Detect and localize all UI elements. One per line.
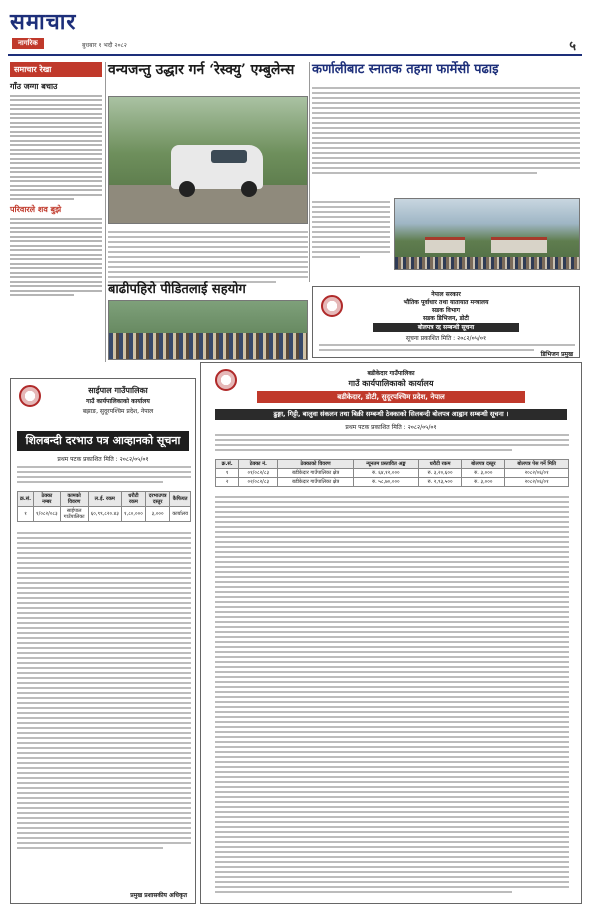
ambulance-photo (108, 96, 308, 224)
notice-body (319, 341, 575, 354)
table-cell: २०८२/०६/०१ (505, 469, 569, 478)
table-cell: रु. ३,००० (462, 469, 505, 478)
notice-signoff: प्रमुख प्रशासकीय अधिकृत (130, 892, 187, 899)
article-headline: वन्यजन्तु उद्धार गर्न ‘रेस्क्यु’ एम्बुलेन्स (108, 62, 295, 78)
table-cell: रु. ३,२०,६०० (418, 469, 462, 478)
college-photo (394, 198, 580, 270)
table-header: न्यूनतम प्रस्तावित अङ्क (354, 460, 419, 469)
table-cell: ६०,९९,८२०.४३ (88, 507, 121, 522)
masthead (0, 0, 590, 58)
brief-title: गाँउ जग्गा बचाउ (10, 82, 58, 91)
table-cell: ०२/०८२/८३ (239, 478, 278, 487)
newspaper-logo: समाचार (10, 9, 77, 35)
notice-title: शिलबन्दी दरभाउ पत्र आव्हानको सूचना (17, 431, 189, 451)
table-header: कैफियत (170, 492, 191, 507)
table-cell: ०१/०८२/८३ (239, 469, 278, 478)
issue-date: बुधबार १ भदौ २०८२ (82, 42, 127, 49)
table-header: धरौटी रकम (121, 492, 145, 507)
relief-photo (108, 300, 308, 360)
article-body (108, 228, 308, 286)
table-header: क्र.सं. (18, 492, 34, 507)
notice-org-title: गाउँ कार्यपालिकाको कार्यालय (348, 379, 434, 388)
table-header: ठेक्काको विवरण (278, 460, 354, 469)
road-division-notice (312, 286, 580, 358)
notice-org: गाउँ कार्यपालिकाको कार्यालय (86, 398, 150, 405)
table-cell: २०८२/०६/०१ (505, 478, 569, 487)
table-cell: रु. ३,००० (462, 478, 505, 487)
notice-title: बोलपत्र रद्द सम्बन्धी सूचना (373, 323, 519, 332)
notice-date: सूचना प्रकाशित मिति : २०८२/०५/०१ (405, 335, 487, 342)
government-emblem-icon (321, 295, 343, 317)
table-header-row (18, 492, 191, 507)
column-header: समाचार रेखा (10, 62, 102, 77)
notice-org: बडीकेदार गाउँपालिका (367, 370, 415, 377)
notice-org: नेपाल सरकार (431, 291, 461, 298)
tender-notice (200, 362, 582, 904)
tender-table (215, 459, 569, 487)
table-row (216, 478, 569, 487)
notice-address: बडीकेदार, डोटी, सुदूरपश्चिम प्रदेश, नेपाल (257, 391, 525, 403)
table-cell: साईपाल गाउँपालिका (60, 507, 88, 522)
table-row (216, 469, 569, 478)
table-cell: १,८०,००० (121, 507, 145, 522)
brief-body (10, 95, 102, 201)
page-number: ५ (569, 39, 576, 54)
table-header: बोलपत्र दस्तुर (462, 460, 505, 469)
column-divider (105, 62, 106, 362)
table-header: धरौटी रकम (418, 460, 462, 469)
government-emblem-icon (215, 369, 237, 391)
notice-body (17, 463, 191, 486)
table-header: ठेक्का नं. (239, 460, 278, 469)
table-cell: ३,००० (145, 507, 169, 522)
quotation-table (17, 491, 191, 522)
table-header: ल.ई. रकम (88, 492, 121, 507)
table-cell: १/०८२/०८३ (34, 507, 61, 522)
table-cell: रु. ६४,१२,००० (354, 469, 419, 478)
table-row (18, 507, 191, 522)
article-headline: बाढीपहिरो पीडितलाई सहयोग (108, 282, 246, 297)
notice-org: सडक विभाग (431, 307, 460, 314)
table-cell: रु. २,९३,५०० (418, 478, 462, 487)
table-header: दरभाउपत्र दस्तुर (145, 492, 169, 507)
article-body (312, 198, 390, 261)
notice-terms (215, 493, 569, 896)
notice-org: सडक डिभिजन, डोटी (423, 315, 469, 322)
table-header: ठेक्का नम्बर (34, 492, 61, 507)
article-body (312, 84, 580, 177)
notice-signoff: डिभिजन प्रमुख (540, 351, 573, 358)
notice-date: प्रथम पटक प्रकाशित मिति : २०८२/०५/०१ (57, 456, 149, 463)
notice-terms (17, 529, 191, 852)
table-cell: बडीकेदार गाउँपालिका क्षेत्र (278, 469, 354, 478)
masthead-rule (8, 54, 582, 56)
table-header: कामको विवरण (60, 492, 88, 507)
notice-body (215, 431, 569, 454)
notice-address: बझाङ, सुदूरपश्चिम प्रदेश, नेपाल (82, 408, 154, 415)
notice-org: साईपाल गाउँपालिका (88, 386, 148, 395)
table-cell: १ (216, 469, 239, 478)
notice-date: प्रथम पटक प्रकाशित मिति : २०८२/०५/०१ (345, 424, 437, 431)
sealed-quotation-notice (10, 378, 196, 904)
table-cell: कार्यालय (170, 507, 191, 522)
article-pharmacy (312, 62, 580, 78)
table-header: क्र.सं. (216, 460, 239, 469)
table-header-row (216, 460, 569, 469)
column-divider (309, 62, 310, 282)
article-flood (108, 282, 308, 298)
newspaper-subtitle: नागरिक (12, 38, 44, 49)
brief-title: परिवारले शव बुझे (10, 205, 62, 214)
table-cell: बडीकेदार गाउँपालिका क्षेत्र (278, 478, 354, 487)
table-cell: रु. ५८,७०,००० (354, 478, 419, 487)
table-header: बोलपत्र पेस गर्ने मिति (505, 460, 569, 469)
notice-title: ढुङ्गा, गिट्टी, बालुवा संकलन तथा बिक्री सम्बन्धी ठेक्काको सिलबन्दी बोलपत्र आह्वान सम्बन्धी सूचना । (215, 409, 567, 420)
table-cell: २ (216, 478, 239, 487)
article-headline: कर्णालीबाट स्नातक तहमा फार्मेसी पढाइ (312, 62, 499, 77)
news-brief-column (10, 62, 102, 362)
notice-org: भौतिक पूर्वाधार तथा यातायात मन्त्रालय (403, 299, 489, 306)
brief-body (10, 218, 102, 297)
table-cell: १ (18, 507, 34, 522)
government-emblem-icon (19, 385, 41, 407)
